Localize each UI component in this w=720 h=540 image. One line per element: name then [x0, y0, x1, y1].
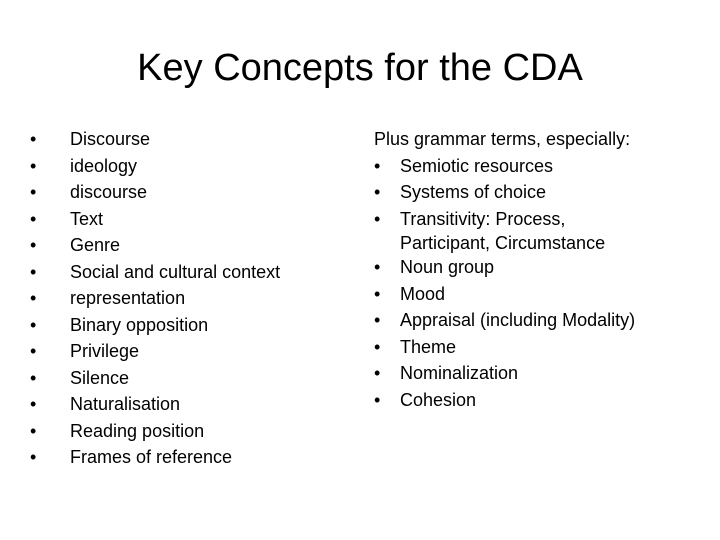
list-item-label: discourse: [70, 182, 148, 202]
list-item-label: Silence: [70, 367, 130, 388]
bullet-icon: •: [30, 447, 37, 467]
list-item-label: Binary opposition: [70, 314, 209, 335]
list-item-continuation: Participant, Circumstance: [400, 233, 606, 253]
list-item: [374, 387, 694, 414]
list-item: [30, 338, 340, 365]
list-item: [374, 179, 694, 206]
list-item: [30, 232, 340, 259]
bullet-icon: •: [30, 129, 37, 149]
bullet-icon: •: [374, 283, 381, 304]
list-item-label: Theme: [400, 336, 457, 357]
bullet-icon: •: [30, 288, 37, 308]
list-item: [30, 312, 340, 339]
list-item-label: Frames of reference: [70, 447, 233, 467]
bullet-icon: •: [374, 336, 381, 357]
bullet-icon: •: [30, 155, 37, 176]
list-item-label: Nominalization: [400, 363, 519, 383]
bullet-icon: •: [30, 261, 37, 282]
list-item: [30, 153, 340, 180]
list-item: [374, 153, 694, 180]
bullet-icon: •: [30, 367, 37, 388]
list-item-label: Systems of choice: [400, 182, 547, 202]
slide-title: Key Concepts for the CDA: [137, 47, 583, 89]
list-item-label: Mood: [400, 283, 446, 304]
list-item: [374, 307, 694, 334]
list-item-label: ideology: [70, 155, 138, 176]
list-item: [374, 206, 694, 255]
list-item: [30, 179, 340, 206]
list-item-label: Reading position: [70, 420, 205, 441]
list-item: [30, 391, 340, 418]
bullet-icon: •: [374, 363, 381, 383]
list-item: [374, 360, 694, 387]
grammar-terms-column: [374, 126, 694, 413]
bullet-icon: •: [374, 389, 381, 410]
bullet-icon: •: [374, 208, 381, 229]
bullet-icon: •: [30, 235, 37, 255]
list-item-label: Discourse: [70, 129, 151, 149]
bullet-icon: •: [30, 208, 37, 229]
grammar-terms-list: [374, 153, 694, 414]
list-item-label: Naturalisation: [70, 394, 181, 414]
bullet-icon: •: [30, 341, 37, 361]
list-item: [30, 259, 340, 286]
list-item: [30, 365, 340, 392]
list-item: [30, 444, 340, 471]
bullet-icon: •: [374, 182, 381, 202]
list-item-label: Privilege: [70, 341, 140, 361]
list-item-label: Transitivity: Process,: [400, 208, 566, 229]
list-item-label: Noun group: [400, 257, 495, 277]
list-item: [30, 126, 340, 153]
list-item: [374, 254, 694, 281]
bullet-icon: •: [374, 257, 381, 277]
list-item: [30, 285, 340, 312]
list-item-label: representation: [70, 288, 186, 308]
key-concepts-list: [30, 126, 340, 471]
bullet-icon: •: [30, 182, 37, 202]
list-item: [30, 418, 340, 445]
list-item-label: Appraisal (including Modality): [400, 310, 636, 330]
list-item: [30, 206, 340, 233]
bullet-icon: •: [30, 314, 37, 335]
list-item: [374, 334, 694, 361]
bullet-icon: •: [374, 310, 381, 330]
list-item: [374, 281, 694, 308]
list-item-label: Genre: [70, 235, 121, 255]
bullet-icon: •: [374, 155, 381, 176]
list-item-label: Semiotic resources: [400, 155, 554, 176]
list-item-label: Text: [70, 208, 104, 229]
grammar-terms-intro: Plus grammar terms, especially:: [374, 129, 631, 149]
list-item-label: Cohesion: [400, 389, 477, 410]
bullet-icon: •: [30, 420, 37, 441]
bullet-icon: •: [30, 394, 37, 414]
list-item-label: Social and cultural context: [70, 261, 281, 282]
